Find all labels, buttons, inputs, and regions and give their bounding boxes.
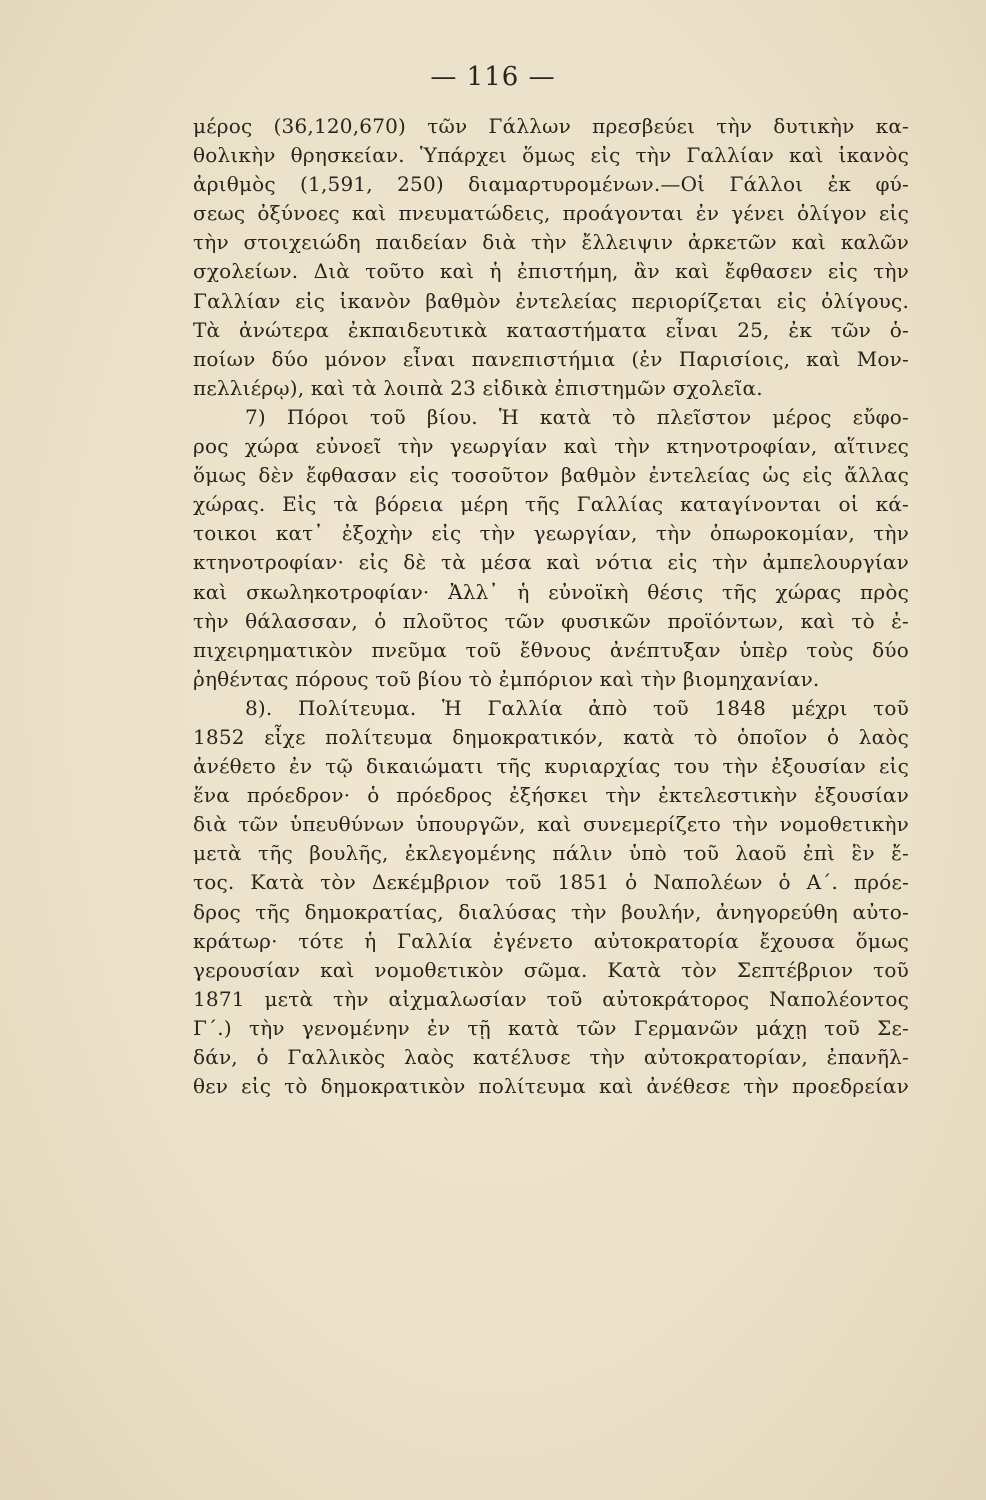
text-line: μετὰ τῆς βουλῆς, ἐκλεγομένης πάλιν ὑπὸ τοῦ λαοῦ ἐπὶ ἓν ἔ- <box>193 841 909 866</box>
text-line: δάν, ὁ Γαλλικὸς λαὸς κατέλυσε τὴν αὐτοκρατορίαν, ἐπανῆλ- <box>193 1045 909 1069</box>
body-text <box>193 112 909 1101</box>
text-line: ἕνα πρόεδρον· ὁ πρόεδρος ἐξήσκει τὴν ἐκτελεστικὴν ἐξουσίαν <box>193 783 909 808</box>
text-line: γερουσίαν καὶ νομοθετικὸν σῶμα. Κατὰ τὸν Σεπτέβριον τοῦ <box>193 957 909 982</box>
text-line: τος. Κατὰ τὸν Δεκέμβριον τοῦ 1851 ὁ Ναπολέων ὁ Α΄. πρόε- <box>193 870 909 895</box>
section-heading-line: 8). Πολίτευμα. Ἡ Γαλλία ἀπὸ τοῦ 1848 μέχρι τοῦ <box>245 695 909 720</box>
text-line: ρος χώρα εὐνοεῖ τὴν γεωργίαν καὶ τὴν κτηνοτροφίαν, αἵτινες <box>193 434 909 459</box>
text-line: δρος τῆς δημοκρατίας, διαλύσας τὴν βουλήν, ἀνηγορεύθη αὐτο- <box>193 899 909 924</box>
text-line: σεως ὀξύνοες καὶ πνευματώδεις, προάγονται ἐν γένει ὀλίγον εἰς <box>193 201 909 226</box>
text-line: ῥηθέντας πόρους τοῦ βίου τὸ ἐμπόριον καὶ τὴν βιομηχανίαν. <box>193 666 820 691</box>
text-line: Γαλλίαν εἰς ἱκανὸν βαθμὸν ἐντελείας περιορίζεται εἰς ὀλίγους. <box>193 288 909 313</box>
text-line: τὴν στοιχειώδη παιδείαν διὰ τὴν ἔλλειψιν ἀρκετῶν καὶ καλῶν <box>193 230 909 255</box>
text-line: Τὰ ἀνώτερα ἐκπαιδευτικὰ καταστήματα εἶναι 25, ἐκ τῶν ὁ- <box>193 317 909 342</box>
text-line: ἀνέθετο ἐν τῷ δικαιώματι τῆς κυριαρχίας του τὴν ἐξουσίαν εἰς <box>193 754 909 779</box>
text-line: σχολείων. Διὰ τοῦτο καὶ ἡ ἐπιστήμη, ἂν καὶ ἔφθασεν εἰς τὴν <box>193 259 909 284</box>
text-line: τὴν θάλασσαν, ὁ πλοῦτος τῶν φυσικῶν προϊόντων, καὶ τὸ ἐ- <box>193 608 909 633</box>
page-number: — 116 — <box>430 62 556 92</box>
text-line: θεν εἰς τὸ δημοκρατικὸν πολίτευμα καὶ ἀνέθεσε τὴν προεδρείαν <box>193 1074 909 1099</box>
text-line: πιχειρηματικὸν πνεῦμα τοῦ ἔθνους ἀνέπτυξαν ὑπὲρ τοὺς δύο <box>193 637 909 662</box>
section-heading-line: 7) Πόροι τοῦ βίου. Ἡ κατὰ τὸ πλεῖστον μέρος εὔφο- <box>245 404 909 429</box>
text-line: διὰ τῶν ὑπευθύνων ὑπουργῶν, καὶ συνεμερίζετο τὴν νομοθετικὴν <box>193 812 909 837</box>
text-line: κράτωρ· τότε ἡ Γαλλία ἐγένετο αὐτοκρατορία ἔχουσα ὅμως <box>193 928 909 953</box>
text-line: 1871 μετὰ τὴν αἰχμαλωσίαν τοῦ αὐτοκράτορος Ναπολέοντος <box>193 986 909 1011</box>
text-line: χώρας. Εἰς τὰ βόρεια μέρη τῆς Γαλλίας καταγίνονται οἱ κά- <box>193 492 909 517</box>
text-line: ποίων δύο μόνον εἶναι πανεπιστήμια (ἐν Παρισίοις, καὶ Μον- <box>193 346 909 371</box>
text-line: ὅμως δὲν ἔφθασαν εἰς τοσοῦτον βαθμὸν ἐντελείας ὡς εἰς ἄλλας <box>193 463 909 488</box>
text-line: ἀριθμὸς (1,591, 250) διαμαρτυρομένων.—Οἱ Γάλλοι ἐκ φύ- <box>193 172 909 197</box>
text-line: Γ΄.) τὴν γενομένην ἐν τῇ κατὰ τῶν Γερμανῶν μάχῃ τοῦ Σε- <box>193 1015 909 1040</box>
text-line: πελλιέρῳ), καὶ τὰ λοιπὰ 23 εἰδικὰ ἐπιστημῶν σχολεῖα. <box>193 375 763 400</box>
text-line: κτηνοτροφίαν· εἰς δὲ τὰ μέσα καὶ νότια εἰς τὴν ἀμπελουργίαν <box>193 550 909 575</box>
text-line: θολικὴν θρησκείαν. Ὑπάρχει ὅμως εἰς τὴν Γαλλίαν καὶ ἱκανὸς <box>193 143 909 168</box>
text-line: μέρος (36,120,670) τῶν Γάλλων πρεσβεύει τὴν δυτικὴν κα- <box>193 114 909 138</box>
text-line: τοικοι κατ᾽ ἐξοχὴν εἰς τὴν γεωργίαν, τὴν ὀπωροκομίαν, τὴν <box>193 521 909 546</box>
text-line: 1852 εἶχε πολίτευμα δημοκρατικόν, κατὰ τὸ ὁποῖον ὁ λαὸς <box>193 724 909 749</box>
text-line: καὶ σκωληκοτροφίαν· Ἀλλ᾽ ἡ εὐνοϊκὴ θέσις τῆς χώρας πρὸς <box>193 579 909 604</box>
